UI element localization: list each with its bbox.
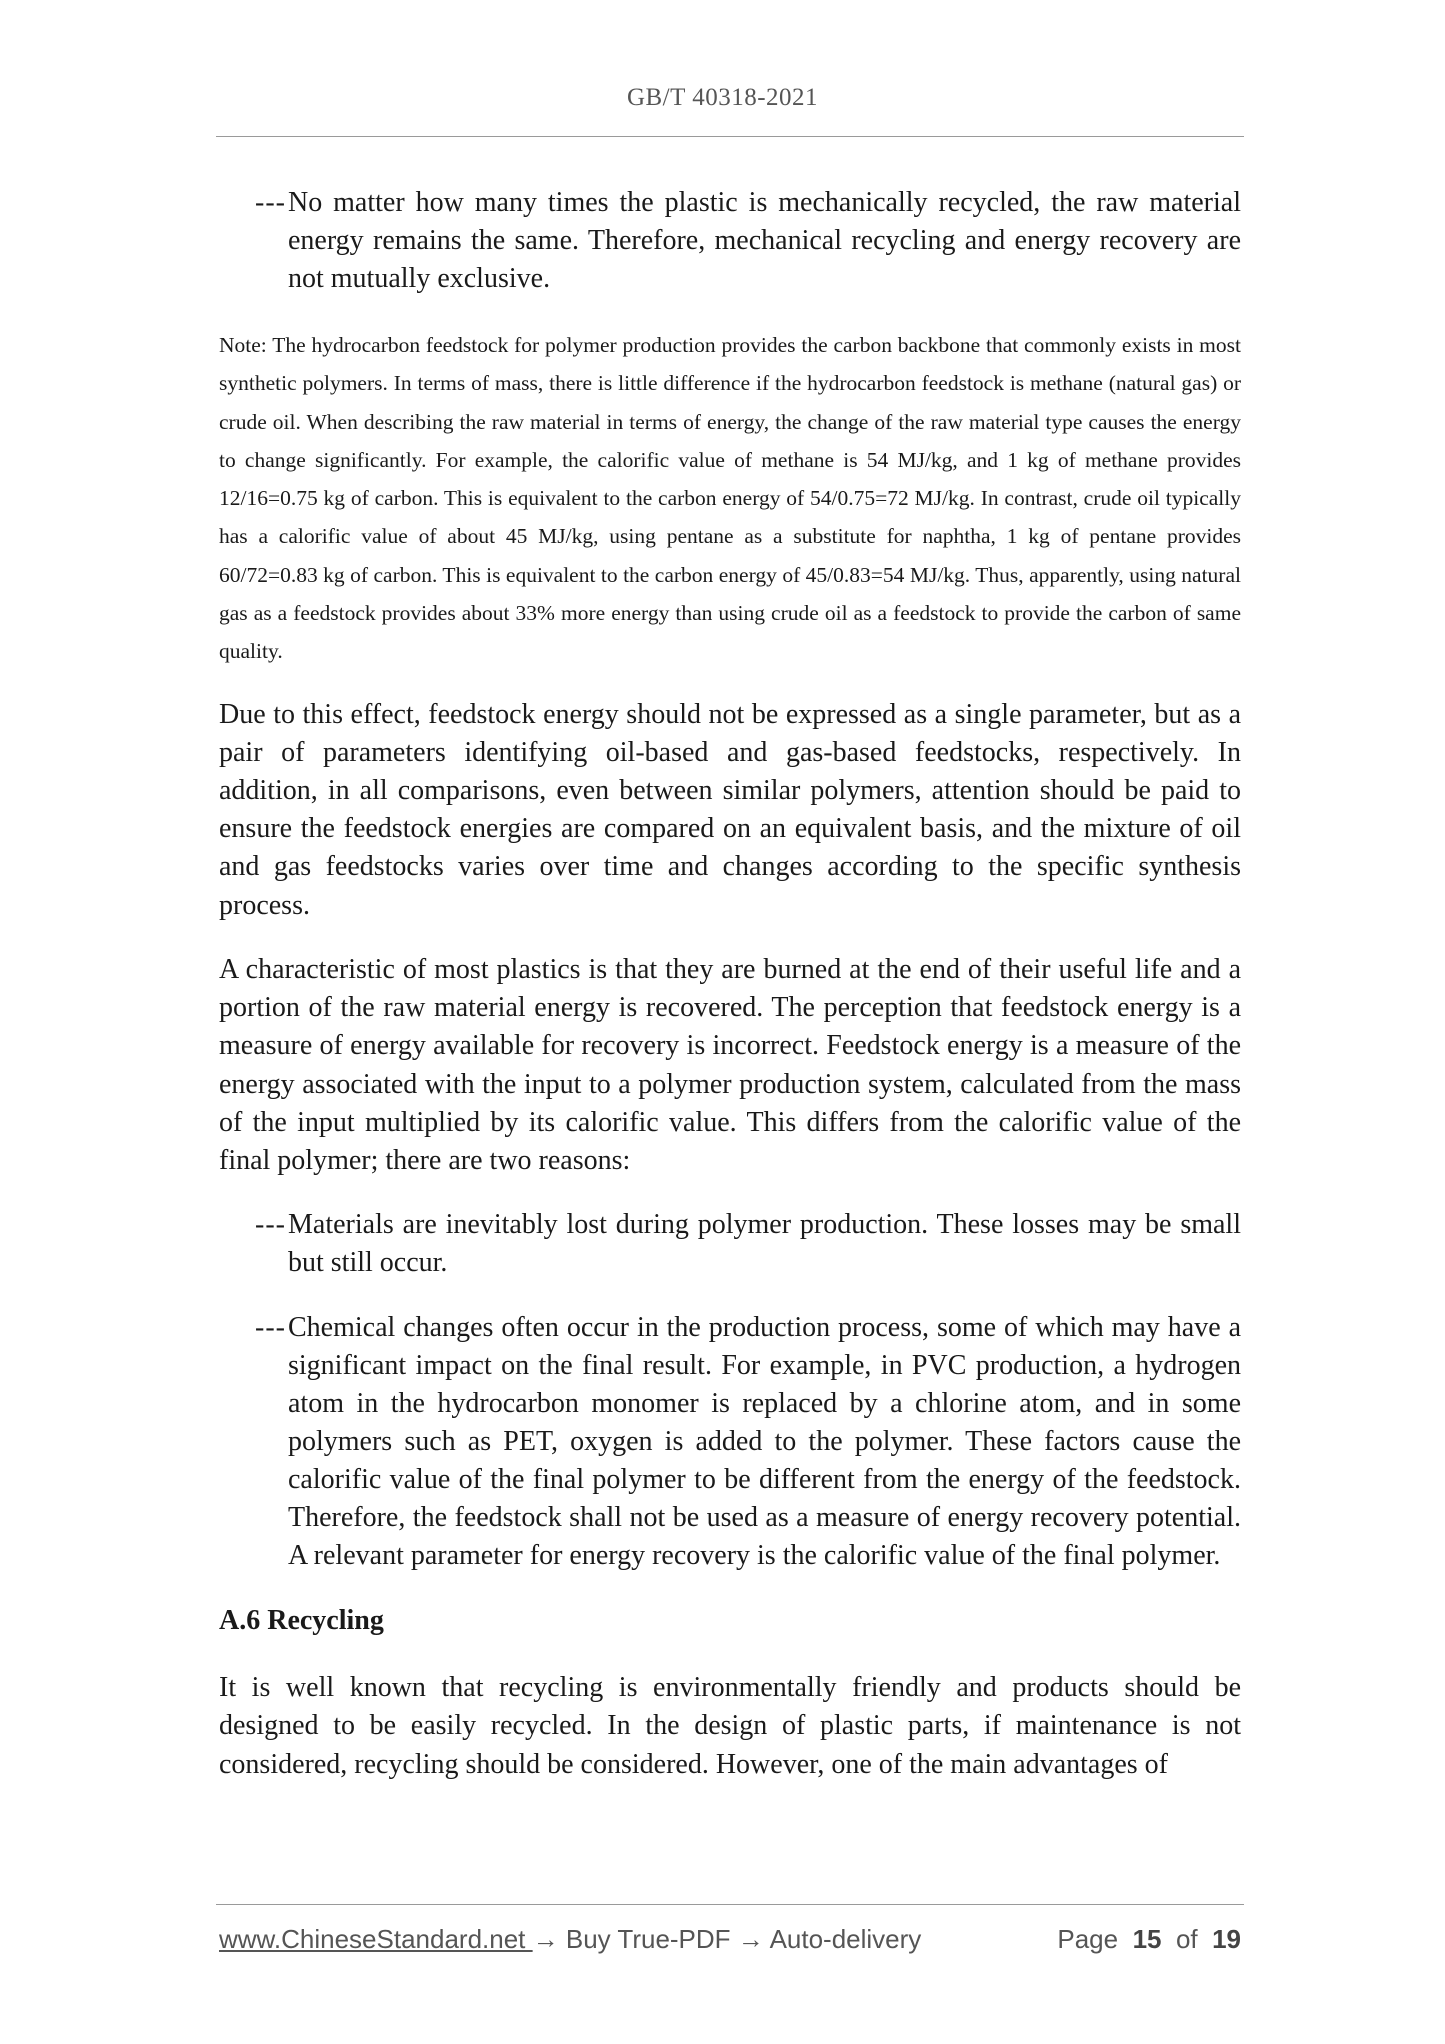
page-of-label: of	[1175, 1924, 1198, 1954]
dash-item-text: No matter how many times the plastic is mechanically recycled, the raw material energy remains the same. Therefore, mechanical recycling and energy recovery are not mutually exclusive.	[288, 187, 1241, 294]
page-header-title: GB/T 40318-2021	[626, 84, 819, 111]
arrow-icon: →	[532, 1924, 559, 1954]
page-current: 15	[1132, 1924, 1162, 1954]
footer-delivery-text: Auto-delivery	[763, 1924, 922, 1954]
header-divider	[216, 136, 1244, 137]
body-paragraph: Due to this effect, feedstock energy should not be expressed as a single parameter, but as a pair of parameters identifying oil-based and gas-based feedstocks, respectively. In addition, in all comparisons, even between similar polymers, attention should be paid to ensure the feedstock energies are compared on an equivalent basis, and the mixture of oil and gas feedstocks varies over time and changes according to the specific synthesis process.	[219, 698, 1241, 921]
dash-list-item	[219, 1206, 1241, 1282]
page-label: Page	[1057, 1924, 1119, 1954]
dash-item-text: Materials are inevitably lost during polymer production. These losses may be small but still occur.	[288, 1209, 1241, 1279]
page-total: 19	[1212, 1924, 1241, 1954]
body-paragraph: It is well known that recycling is environmentally friendly and products should be designed to be easily recycled. In the design of plastic parts, if maintenance is not considered, recycling should be considered. However, one of the main advantages of	[219, 1672, 1241, 1780]
note-paragraph: Note: The hydrocarbon feedstock for polymer production provides the carbon backbone that commonly exists in most synthetic polymers. In terms of mass, there is little difference if the hydrocarbon feedstock is methane (natural gas) or crude oil. When describing the raw material in terms of energy, the change of the raw material type causes the energy to change significantly. For example, the calorific value of methane is 54 MJ/kg, and 1 kg of methane provides 12/16=0.75 kg of carbon. This is equivalent to the carbon energy of 54/0.75=72 MJ/kg. In contrast, crude oil typically has a calorific value of about 45 MJ/kg, using pentane as a substitute for naphtha, 1 kg of pentane provides 60/72=0.83 kg of carbon. This is equivalent to the carbon energy of 45/0.83=54 MJ/kg. Thus, apparently, using natural gas as a feedstock provides about 33% more energy than using crude oil as a feedstock to provide the carbon of same quality.	[219, 333, 1241, 664]
website-link[interactable]: www.ChineseStandard.net	[219, 1924, 533, 1954]
dash-marker: ---	[255, 187, 286, 218]
page-content	[219, 184, 1241, 1784]
dash-list-item	[219, 184, 1241, 298]
dash-list-item	[219, 1309, 1241, 1575]
footer-promo	[219, 1922, 921, 1956]
body-paragraph: A characteristic of most plastics is that they are burned at the end of their useful life and a portion of the raw material energy is recovered. The perception that feedstock energy is a measure of energy available for recovery is incorrect. Feedstock energy is a measure of the energy associated with the input to a polymer production system, calculated from the mass of the input multiplied by its calorific value. This differs from the calorific value of the final polymer; there are two reasons:	[219, 953, 1241, 1176]
section-heading: A.6 Recycling	[219, 1605, 384, 1637]
footer-divider	[216, 1904, 1244, 1905]
footer-buy-text: Buy True-PDF	[558, 1924, 738, 1954]
dash-marker: ---	[255, 1312, 286, 1344]
page-number	[1057, 1922, 1241, 1956]
dash-marker: ---	[255, 1209, 286, 1241]
dash-item-text: Chemical changes often occur in the production process, some of which may have a significant impact on the final result. For example, in PVC production, a hydrogen atom in the hydrocarbon monomer is replaced by a chlorine atom, and in some polymers such as PET, oxygen is added to the polymer. These factors cause the calorific value of the final polymer to be different from the energy of the feedstock. Therefore, the feedstock shall not be used as a measure of energy recovery potential. A relevant parameter for energy recovery is the calorific value of the final polymer.	[288, 1312, 1241, 1572]
arrow-icon: →	[737, 1924, 764, 1954]
